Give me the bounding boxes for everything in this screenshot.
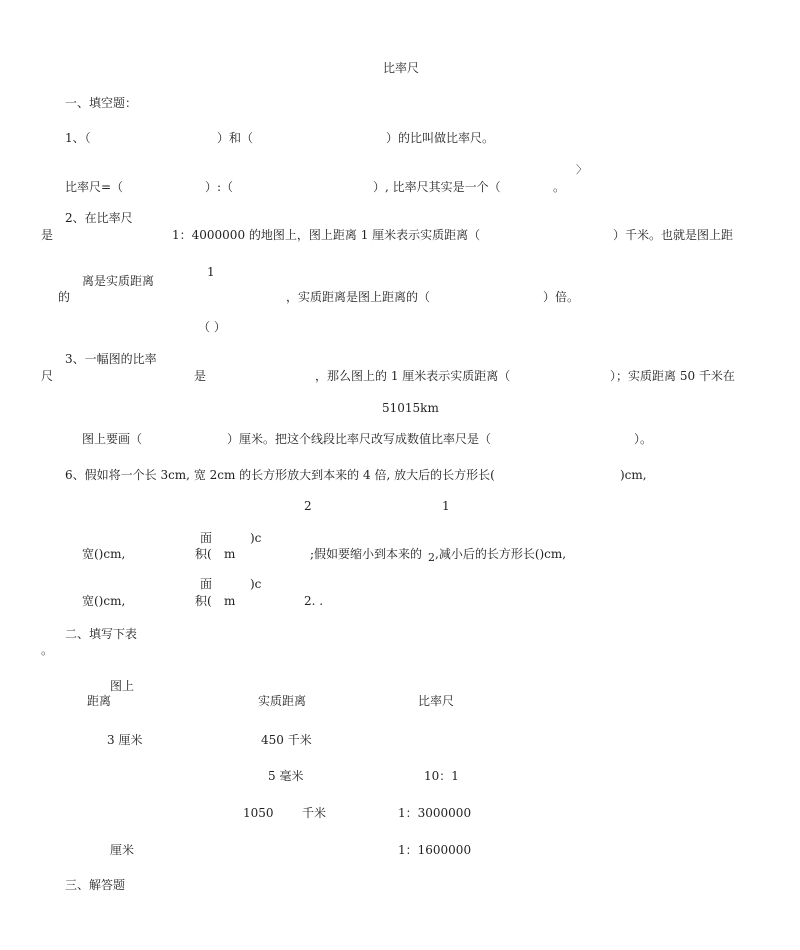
q6-shrink-b: ,减小后的长方形长()cm, [435,547,567,561]
q3-mid: ，那么图上的 1 厘米表示实质距离（ [315,369,511,383]
table-header-col3: 比率尺 [418,694,455,708]
q6-mian2: 面 [200,577,213,591]
q2-line3-mid: ，实质距离是图上距离的（ [286,290,431,304]
q6-one: 1 [442,499,450,513]
q6-c: )c [250,531,262,545]
section-1-heading: 一、填空题： [65,96,138,110]
q6-ji2: 积( [195,594,212,608]
page-title: 比率尺 [383,61,420,75]
q2-line2-end: ）千米。也就是图上距 [613,228,734,242]
q6-m: m [224,547,236,561]
q6-kuan: 宽()cm, [82,547,126,561]
table-row-1-col2: 450 千米 [261,733,312,747]
table-row-2-col2: 5 毫米 [268,769,304,783]
q3-shi: 是 [194,369,207,383]
table-row-4-col3: 1：1600000 [398,843,472,857]
q2-shi: 是 [41,228,54,242]
q1-line1-num: 1、（ [65,131,91,145]
q6-kuan2: 宽()cm, [82,594,126,608]
q3-line1: 3、一幅图的比率 [65,352,157,366]
q1-line1-mid: ）和（ [217,131,254,145]
section-2-heading: 二、填写下表 [65,627,138,641]
q2-one: 1 [207,265,215,279]
q6-line1: 6、假如将一个长 3cm, 宽 2cm 的长方形放大到本来的 4 倍, 放大后的长方形长( [65,468,495,482]
q6-c2: )c [250,577,262,591]
q2-paren: （ ） [198,320,226,334]
section-3-heading: 三、解答题 [65,878,126,892]
section-2-dot: 。 [41,643,54,657]
q6-two: 2 [304,499,312,513]
table-row-3-col3: 1：3000000 [398,806,472,820]
q6-shrink-a: ;假如要缩小到本来的 [310,547,423,561]
q1-stray-mark: 〉 [576,163,587,176]
q1-line2-end: ）, 比率尺其实是一个（ [373,180,501,194]
q6-ji: 积( [195,547,212,561]
q3-chi: 尺 [41,369,54,383]
q6-line1-end: )cm, [620,468,647,482]
q3-end: ）；实质距离 50 千米在 [610,369,735,383]
q2-line3-end: ）倍。 [543,290,580,304]
table-row-3-col2-num: 1050 [243,806,274,820]
q6-sub2: 2 [428,551,435,564]
q1-line2-mid: ）:（ [205,180,234,194]
table-row-1-col1: 3 厘米 [107,733,143,747]
q2-line2-mid: 1：4000000 的地图上，图上距离 1 厘米表示实质距离（ [172,228,481,242]
q2-de: 的 [58,290,71,304]
q6-mian: 面 [200,531,213,545]
q3-distance: 51015km [382,401,439,415]
q1-line2-start: 比率尺=（ [65,180,124,194]
q6-end2: 2. . [304,594,324,608]
q1-line1-end: ）的比叫做比率尺。 [386,131,495,145]
q2-li-shi: 离是实质距离 [82,274,155,288]
q2-line1: 2、在比率尺 [65,211,133,225]
table-row-4-col1: 厘米 [110,843,135,857]
table-header-col1-a: 图上 [110,679,135,693]
q3-line3-start: 图上要画（ [82,432,143,446]
table-header-col1-b: 距离 [87,694,112,708]
q3-line3-mid: ）厘米。把这个线段比率尺改写成数值比率尺是（ [227,432,492,446]
q1-line2-tail: 。 [553,180,566,194]
q3-line3-end: ）。 [634,432,653,446]
q6-m2: m [224,594,236,608]
table-row-2-col3: 10：1 [424,769,459,783]
table-header-col2: 实质距离 [258,694,307,708]
table-row-3-col2-unit: 千米 [302,806,327,820]
